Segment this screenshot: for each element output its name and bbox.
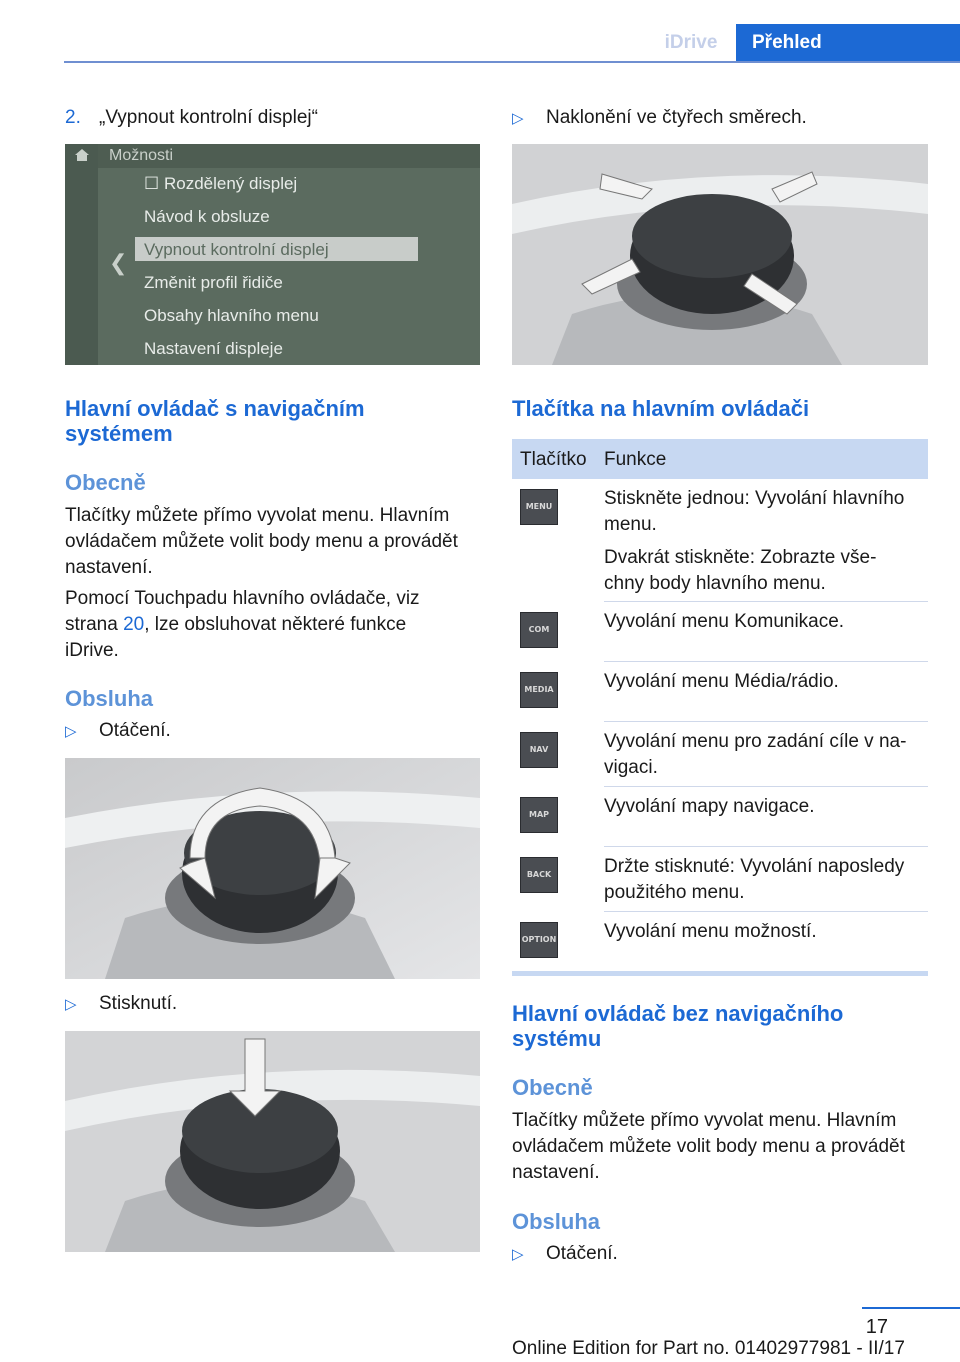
table-row: Držte stisknuté: Vyvolání naposledy použitého menu. [604, 856, 905, 903]
row-divider [604, 786, 928, 787]
menu-item-split-screen[interactable]: ☐ Rozdělený displej [144, 174, 298, 193]
controller-press-image [65, 1031, 480, 1252]
table-row: Vyvolání menu Komunikace. [604, 611, 845, 632]
table-row: Vyvolání menu možností. [604, 921, 817, 942]
step-number: 2. [65, 107, 81, 128]
row-divider [604, 601, 928, 602]
section-heading-with-nav: Hlavní ovládač s navigačním systémem [65, 396, 365, 446]
page-link-20[interactable]: 20 [123, 614, 145, 635]
screen-sidebar [65, 144, 98, 365]
step-text: „Vypnout kontrolní displej“ [99, 107, 318, 128]
section-heading-without-nav: Hlavní ovládač bez navigačního systému [512, 1001, 844, 1051]
home-icon [74, 148, 90, 167]
paragraph-general-2: Tlačítky můžete přímo vyvolat menu. Hlavním ovládačem můžete volit body menu a provádět nastavení. [512, 1110, 905, 1183]
bullet-triangle-icon: ▷ [65, 723, 77, 740]
menu-item-driver-profile[interactable]: Změnit profil řidiče [144, 273, 283, 292]
menu-item-display-off[interactable]: Vypnout kontrolní displej [144, 240, 329, 259]
menu-item-display-settings[interactable]: Nastavení displeje [144, 339, 283, 358]
screen-title: Možnosti [109, 147, 174, 164]
media-button-icon: MEDIA [520, 672, 558, 708]
subheading-operation-2: Obsluha [512, 1209, 601, 1234]
bullet-rotate-2: Otáčení. [546, 1243, 618, 1264]
row-divider [604, 846, 928, 847]
bullet-press: Stisknutí. [99, 993, 178, 1014]
table-row: Vyvolání mapy navigace. [604, 796, 815, 817]
paragraph-touchpad: Pomocí Touchpadu hlavního ovládače, viz strana 20, lze obsluhovat některé funkce iDrive. [65, 588, 420, 661]
bullet-tilt: Naklonění ve čtyřech směrech. [546, 107, 807, 128]
table-col-button: Tlačítko [520, 449, 587, 470]
tab-prehled[interactable]: Přehled [736, 24, 960, 61]
com-button-icon: COM [520, 612, 558, 648]
page-number: 17 [865, 1316, 888, 1338]
bullet-triangle-icon: ▷ [65, 996, 77, 1013]
nav-button-icon: NAV [520, 732, 558, 768]
table-col-function: Funkce [604, 449, 667, 470]
option-button-icon: OPTION [520, 922, 558, 958]
table-row: Stiskněte jednou: Vyvolání hlavního menu. Dvakrát stiskněte: Zobrazte vše- chny body hlavního menu. [604, 488, 905, 594]
footer-rule [862, 1307, 960, 1309]
table-row: Vyvolání menu pro zadání cíle v na- vigaci. [604, 731, 907, 778]
paragraph-general: Tlačítky můžete přímo vyvolat menu. Hlavním ovládačem můžete volit body menu a provádět nastavení. [65, 505, 458, 578]
bullet-triangle-icon: ▷ [512, 110, 524, 127]
subheading-general-2: Obecně [512, 1075, 593, 1100]
row-divider [604, 911, 928, 912]
section-heading-controller-buttons: Tlačítka na hlavním ovládači [512, 396, 810, 421]
table-row: Vyvolání menu Média/rádio. [604, 671, 839, 692]
map-button-icon: MAP [520, 797, 558, 833]
controller-tilt-image [512, 144, 928, 365]
menu-button-icon: MENU [520, 489, 558, 525]
chevron-left-icon: ❮ [109, 250, 128, 275]
back-button-icon: BACK [520, 857, 558, 893]
controller-rotate-image [65, 758, 480, 979]
row-divider [604, 661, 928, 662]
row-divider [604, 721, 928, 722]
table-footer-rule [512, 971, 928, 976]
bullet-rotate: Otáčení. [99, 720, 171, 741]
bullet-triangle-icon: ▷ [512, 1246, 524, 1263]
header-rule [64, 61, 960, 63]
subheading-general: Obecně [65, 470, 146, 495]
tab-idrive[interactable]: iDrive [664, 32, 718, 53]
menu-item-main-menu-content[interactable]: Obsahy hlavního menu [144, 306, 319, 325]
subheading-operation: Obsluha [65, 686, 154, 711]
options-menu-screenshot [65, 144, 480, 365]
menu-item-manual[interactable]: Návod k obsluze [144, 207, 270, 226]
edition-footer: Online Edition for Part no. 01402977981 - II/17 [512, 1338, 905, 1359]
